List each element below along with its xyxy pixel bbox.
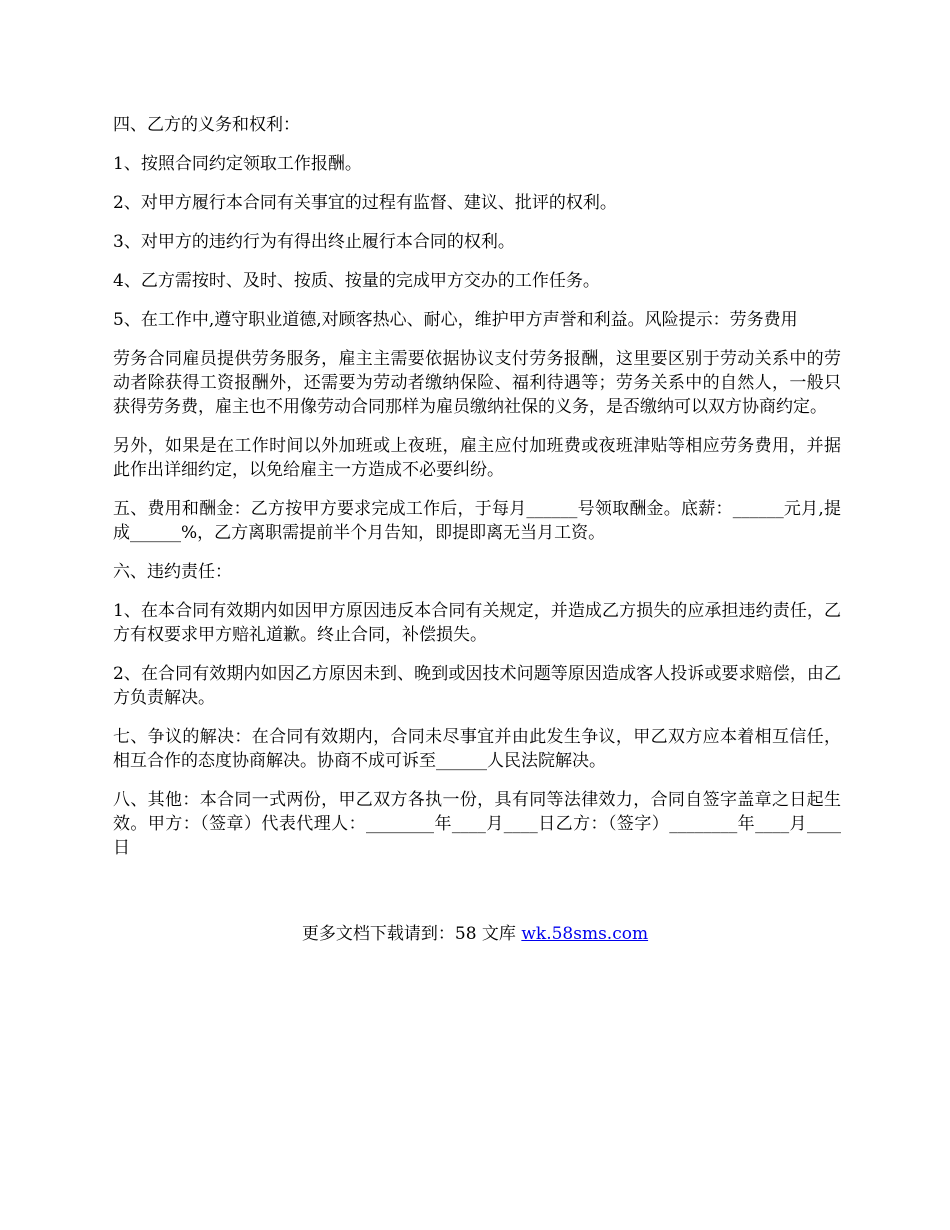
clause-6-1: 1、在本合同有效期内如因甲方原因违反本合同有关规定，并造成乙方损失的应承担违约责任，乙方有权要求甲方赔礼道歉。终止合同，补偿损失。 xyxy=(113,601,841,645)
clause-4-1: 1、按照合同约定领取工作报酬。 xyxy=(113,154,362,174)
section-8-other: 八、其他：本合同一式两份，甲乙双方各执一份，具有同等法律效力，合同自签字盖章之日起生效。甲方：（签章）代表代理人：________年____月____日乙方：（签字）________年____月____日 xyxy=(113,790,841,858)
clause-4-5: 5、在工作中,遵守职业道德,对顾客热心、耐心，维护甲方声誉和利益。风险提示：劳务费用 xyxy=(113,310,798,330)
section-4-heading: 四、乙方的义务和权利： xyxy=(113,115,300,135)
clause-4-4: 4、乙方需按时、及时、按质、按量的完成甲方交办的工作任务。 xyxy=(113,271,600,291)
clause-6-2: 2、在合同有效期内如因乙方原因未到、晚到或因技术问题等原因造成客人投诉或要求赔偿，由乙方负责解决。 xyxy=(113,664,841,708)
section-7-disputes: 七、争议的解决：在合同有效期内，合同未尽事宜并由此发生争议，甲乙双方应本着相互信任，相互合作的态度协商解决。协商不成可诉至______人民法院解决。 xyxy=(113,727,841,771)
footer-download-note xyxy=(0,922,950,946)
footer-prefix: 更多文档下载请到：58 文库 xyxy=(301,924,522,944)
section-5-fees: 五、费用和酬金：乙方按甲方要求完成工作后，于每月______号领取酬金。底薪：______元月,提成______%，乙方离职需提前半个月告知，即提即离无当月工资。 xyxy=(113,499,841,543)
overtime-note-paragraph: 另外，如果是在工作时间以外加班或上夜班，雇主应付加班费或夜班津贴等相应劳务费用，并据此作出详细约定，以免给雇主一方造成不必要纠纷。 xyxy=(113,436,841,480)
document-body xyxy=(113,113,841,875)
section-6-heading: 六、违约责任： xyxy=(113,562,232,582)
risk-note-paragraph: 劳务合同雇员提供劳务服务，雇主主需要依据协议支付劳务报酬，这里要区别于劳动关系中的劳动者除获得工资报酬外，还需要为劳动者缴纳保险、福利待遇等；劳务关系中的自然人，一般只获得劳务费，雇主也不用像劳动合同那样为雇员缴纳社保的义务，是否缴纳可以双方协商约定。 xyxy=(113,349,841,417)
clause-4-3: 3、对甲方的违约行为有得出终止履行本合同的权利。 xyxy=(113,232,515,252)
clause-4-2: 2、对甲方履行本合同有关事宜的过程有监督、建议、批评的权利。 xyxy=(113,193,617,213)
footer-link[interactable]: wk.58sms.com xyxy=(521,924,649,944)
